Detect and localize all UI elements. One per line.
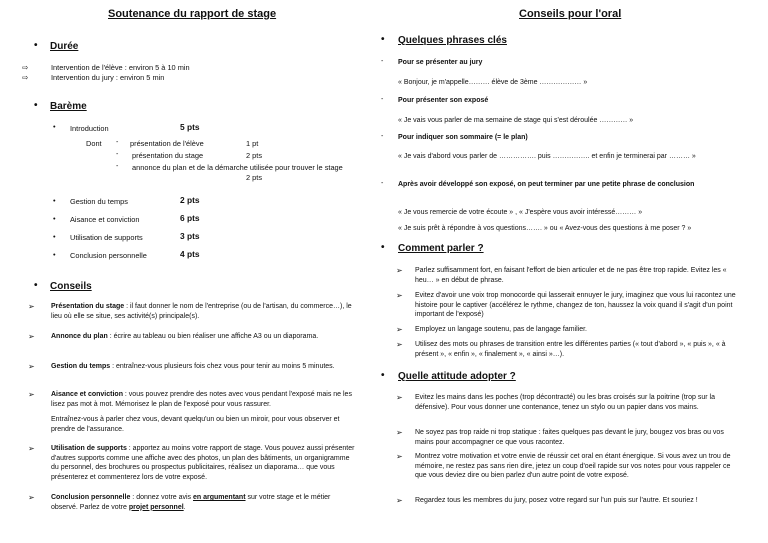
dash-icon: - <box>116 163 119 170</box>
dash-icon: - <box>381 58 384 65</box>
conseil-text: . <box>183 503 186 511</box>
arrow-icon: ➢ <box>28 390 35 399</box>
parler-item: Employez un langage soutenu, pas de langage familier. <box>415 326 588 333</box>
phrase-title: Après avoir développé son exposé, on peut terminer par une petite phrase de conclusion <box>398 181 695 188</box>
bullet-dot-icon: • <box>53 214 56 223</box>
phrase-text: « Je vais d'abord vous parler de ……………. puis ……………. et enfin je terminerai par ……… » <box>398 153 696 160</box>
parler-item: Parlez suffisamment fort, en faisant l'effort de bien articuler et de ne pas être trop rapide. Evitez les « heu… » en début de phrase. <box>415 267 727 284</box>
bullet-dot-icon: • <box>53 196 56 205</box>
conseil-plan <box>51 332 356 342</box>
bareme-sub-pts: 1 pt <box>246 139 259 148</box>
phrase-text: « Je vous remercie de votre écoute » , « J'espère vous avoir intéressé……… » <box>398 209 643 216</box>
bareme-intro-pts: 5 pts <box>180 122 200 132</box>
attitude-item: Evitez les mains dans les poches (trop décontracté) ou les bras croisés sur la poitrine (trop sur la défensive). Pour vous donner une contenance, tenez un stylo ou un papier dans vos mains. <box>415 394 715 411</box>
duree-heading: Durée <box>50 41 79 52</box>
conseil-title: Conclusion personnelle <box>51 494 131 501</box>
phrase-title: Pour indiquer son sommaire (= le plan) <box>398 134 528 141</box>
bullet-dot-icon: • <box>34 280 38 291</box>
bareme-item-label: Gestion du temps <box>70 197 128 206</box>
bareme-sub-pts: 2 pts <box>246 173 263 182</box>
bareme-sub-label: annonce du plan et de la démarche utilisée pour trouver le stage <box>132 163 343 172</box>
dash-icon: - <box>116 139 119 146</box>
parler-heading: Comment parler ? <box>398 243 484 254</box>
conseil-emphasis: en argumentant <box>193 494 246 501</box>
arrow-icon: ➢ <box>28 493 35 502</box>
conseil-title: Gestion du temps <box>51 363 111 370</box>
conseil-emphasis: projet personnel <box>128 503 184 511</box>
duree-item: Intervention de l'élève : environ 5 à 10 min <box>51 63 190 72</box>
attitude-item: Ne soyez pas trop raide ni trop statique : faites quelques pas devant le jury, bougez vos bras ou vos mains pour accompagner ce que vous racontez. <box>415 429 724 446</box>
double-arrow-icon: ⇨ <box>22 63 29 72</box>
arrow-icon: ➢ <box>396 393 403 402</box>
phrase-text: « Je suis prêt à répondre à vos questions……. » ou « Avez-vous des questions à me poser ? » <box>398 225 692 232</box>
attitude-item: Regardez tous les membres du jury, posez votre regard sur l'un puis sur l'autre. Et souriez ! <box>415 497 698 504</box>
double-arrow-icon: ⇨ <box>22 73 29 82</box>
arrow-icon: ➢ <box>28 332 35 341</box>
phrase-title: Pour présenter son exposé <box>398 97 489 104</box>
conseil-title: Aisance et conviction <box>51 391 123 398</box>
left-title: Soutenance du rapport de stage <box>108 8 277 20</box>
bareme-sub-label: présentation de l'élève <box>130 139 204 148</box>
arrow-icon: ➢ <box>396 428 403 437</box>
conseil-aisance-more: Entraînez-vous à parler chez vous, devant quelqu'un ou bien un miroir, pour vous observer et prendre de l'assurance. <box>51 416 340 433</box>
attitude-item: Montrez votre motivation et votre envie de réussir cet oral en étant énergique. Si vous avez un trou de mémoire, ne restez pas sans rien dire, jetez un coup d'oeil rapide sur vos notes pour vous rappeler ce que vous deviez dire ou bien parlez d'un autre point de votre exposé. <box>415 453 731 479</box>
conseil-temps <box>51 362 356 372</box>
bareme-dont: Dont <box>86 139 102 148</box>
bullet-dot-icon: • <box>53 250 56 259</box>
bullet-dot-icon: • <box>53 122 56 131</box>
conseils-heading: Conseils <box>50 281 92 292</box>
bareme-intro-label: Introduction <box>70 124 109 133</box>
conseil-supports <box>51 444 356 482</box>
phrases-heading: Quelques phrases clés <box>398 35 507 46</box>
conseil-text: : donnez votre avis <box>130 494 194 501</box>
conseil-text: : il faut donner le nom de l'entreprise (ou de l'artisan, du commerce…), le lieu où elle se situe, ses activité(s) principale(s). <box>51 303 352 320</box>
arrow-icon: ➢ <box>396 266 403 275</box>
dash-icon: - <box>381 180 384 187</box>
phrase-title: Pour se présenter au jury <box>398 59 483 66</box>
conseil-presentation <box>51 302 356 321</box>
bullet-dot-icon: • <box>381 242 385 253</box>
bareme-item-label: Conclusion personnelle <box>70 251 147 260</box>
arrow-icon: ➢ <box>28 362 35 371</box>
conseil-conclusion <box>51 493 356 512</box>
dash-icon: - <box>381 133 384 140</box>
arrow-icon: ➢ <box>396 325 403 334</box>
bullet-dot-icon: • <box>381 370 385 381</box>
conseil-text: : entraînez-vous plusieurs fois chez vous pour tenir au moins 5 minutes. <box>110 363 335 370</box>
conseil-text: : apportez au moins votre rapport de stage. Vous pouvez aussi présenter d'autres supports comme une affiche avec des photos, un plan des bâtiments, un organigramme du personnel, des brochures ou prospectus publicitaires, réalisez un diaporama… que vous présenterez et commenterez lors de votre exposé. <box>51 445 355 481</box>
dash-icon: - <box>381 96 384 103</box>
conseil-title: Présentation du stage <box>51 303 125 310</box>
conseil-aisance <box>51 390 356 409</box>
attitude-heading: Quelle attitude adopter ? <box>398 371 516 382</box>
bareme-item-pts: 2 pts <box>180 195 200 205</box>
parler-item: Evitez d'avoir une voix trop monocorde qui lasserait ennuyer le jury, imaginez que vous lui racontez une histoire pour le captiver (accélérez le rythme, changez de ton, haussez la voix quand il s'agit d'un point important de l'exposé) <box>415 292 736 318</box>
bullet-dot-icon: • <box>34 100 38 111</box>
conseil-text: sur votre stage et le métier observé. Parlez de votre <box>51 494 331 511</box>
arrow-icon: ➢ <box>28 302 35 311</box>
arrow-icon: ➢ <box>396 340 403 349</box>
bareme-item-pts: 6 pts <box>180 213 200 223</box>
arrow-icon: ➢ <box>396 496 403 505</box>
bareme-item-label: Aisance et conviction <box>70 215 140 224</box>
bareme-item-pts: 3 pts <box>180 231 200 241</box>
conseil-title: Annonce du plan <box>51 333 108 340</box>
parler-item: Utilisez des mots ou phrases de transition entre les différentes parties (« tout d'abord », « puis », « à présent », « enfin », « finalement », « ainsi »…). <box>415 341 726 358</box>
bullet-dot-icon: • <box>34 40 38 51</box>
bullet-dot-icon: • <box>53 232 56 241</box>
bareme-item-pts: 4 pts <box>180 249 200 259</box>
bareme-sub-pts: 2 pts <box>246 151 263 160</box>
phrase-text: « Bonjour, je m'appelle……… élève de 3ème ……………… » <box>398 79 588 86</box>
bareme-sub-label: présentation du stage <box>132 151 204 160</box>
phrase-text: « Je vais vous parler de ma semaine de stage qui s'est déroulée ………… » <box>398 117 634 124</box>
arrow-icon: ➢ <box>396 291 403 300</box>
arrow-icon: ➢ <box>28 444 35 453</box>
right-title: Conseils pour l'oral <box>519 8 622 20</box>
conseil-title: Utilisation de supports <box>51 445 127 452</box>
bareme-heading: Barème <box>50 101 87 112</box>
conseil-text: : vous pouvez prendre des notes avec vous pendant l'exposé mais ne les lisez pas mot à mot. Mémorisez le plan de l'exposé pour vous rassurer. <box>51 391 352 408</box>
arrow-icon: ➢ <box>396 452 403 461</box>
bullet-dot-icon: • <box>381 34 385 45</box>
dash-icon: - <box>116 151 119 158</box>
duree-item: Intervention du jury : environ 5 min <box>51 73 165 82</box>
bareme-item-label: Utilisation de supports <box>70 233 143 242</box>
conseil-text: : écrire au tableau ou bien réaliser une affiche A3 ou un diaporama. <box>107 333 319 340</box>
